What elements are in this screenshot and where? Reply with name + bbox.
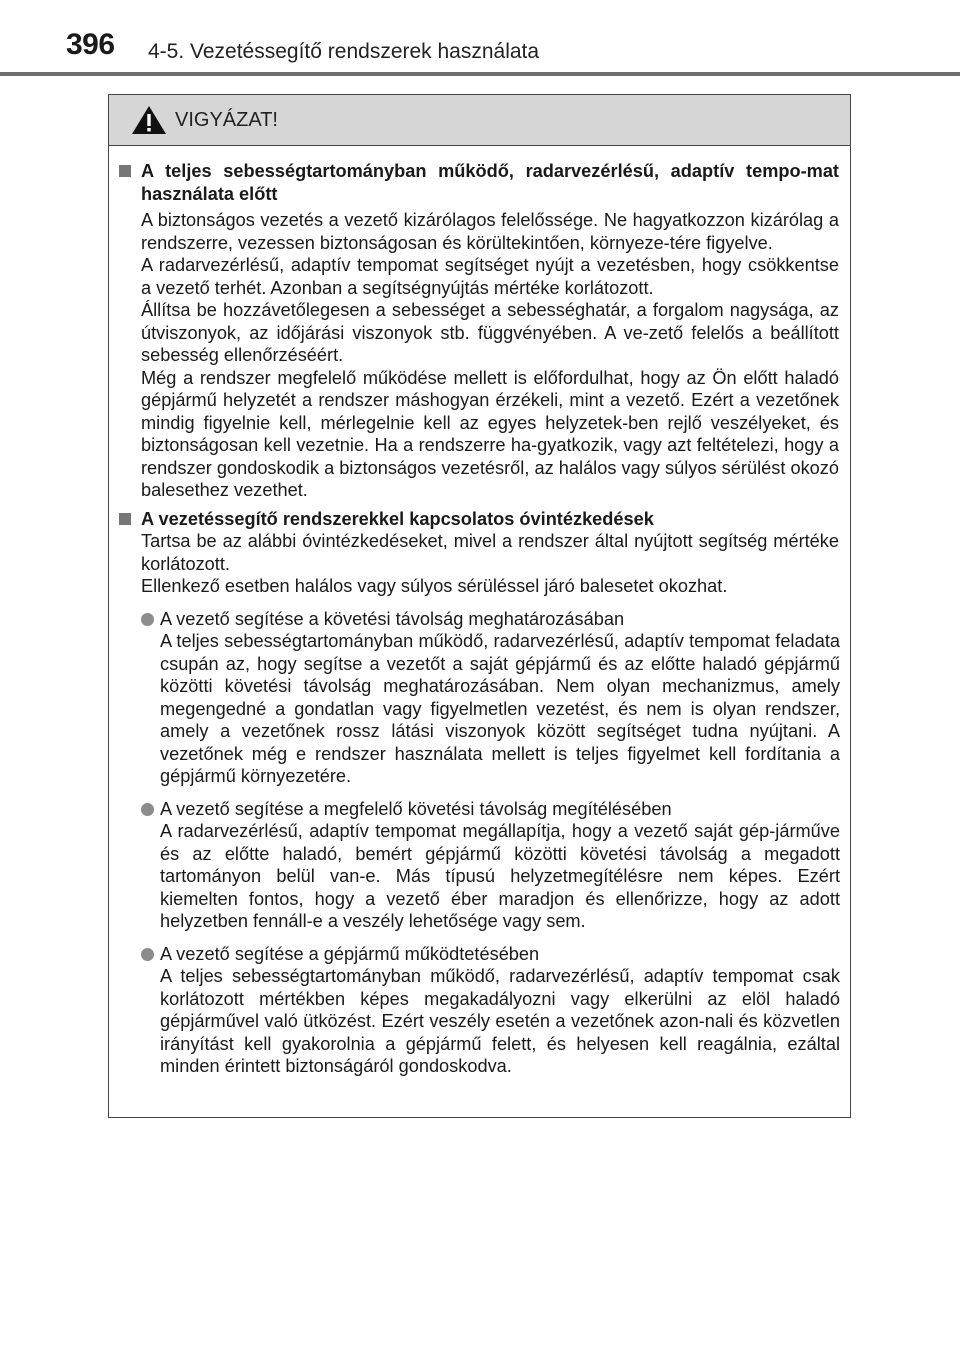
list-item-content <box>160 943 840 1078</box>
list-item-text: A teljes sebességtartományban működő, radarvezérlésű, adaptív tempomat csak korlátozott mértékben képes megakadályozni vagy elkerülni az elöl haladó gépjárművel való ütközést. Ezért veszély esetén a vezetőnek azon-nali és közvetlen irányítást kell gyakorolnia a gépjármű felett, és helyesen kell reagálnia, ezáltal minden érintett biztonságáról gondoskodva. <box>160 966 840 1076</box>
warning-title: VIGYÁZAT! <box>175 108 278 131</box>
paragraph: Tartsa be az alábbi óvintézkedéseket, mivel a rendszer által nyújtott segítség mértéke korlátozott. <box>141 531 839 574</box>
header-divider <box>0 72 960 76</box>
list-item-content <box>160 798 840 933</box>
circle-bullet-icon <box>141 948 154 961</box>
list-item-title: A vezető segítése a megfelelő követési távolság megítélésében <box>160 798 672 819</box>
circle-bullet-icon <box>141 803 154 816</box>
warning-section <box>119 508 840 1078</box>
list-item <box>141 608 840 788</box>
paragraph: Állítsa be hozzávetőlegesen a sebességet a sebességhatár, a forgalom nagysága, az útviszonyok, az időjárási viszonyok stb. függvényében. A ve-zető felelős a beállított sebesség ellenőrzéséért. <box>141 300 839 365</box>
list-item <box>141 943 840 1078</box>
list-item-title: A vezető segítése a követési távolság meghatározásában <box>160 608 625 629</box>
section-heading <box>119 160 840 205</box>
section-heading-text: A vezetéssegítő rendszerekkel kapcsolatos óvintézkedések <box>141 508 654 529</box>
page-header <box>0 0 960 80</box>
paragraph: Még a rendszer megfelelő működése mellett is előfordulhat, hogy az Ön előtt haladó gépjármű helyzetét a rendszer máshogyan érzékeli, mint a vezető. Ezért a vezetőnek mindig figyelnie kell, mérlegelnie kell az egyes helyzetek-ben rejlő veszélyeket, és biztonságosan kell vezetnie. Ha a rendszerre ha-gyatkozik, vagy azt feltételezi, hogy a rendszer gondoskodik a biztonságos vezetésről, az halálos vagy súlyos sérülést okozó balesethez vezethet. <box>141 367 839 500</box>
paragraph: Ellenkező esetben halálos vagy súlyos sérüléssel járó balesetet okozhat. <box>141 576 728 596</box>
page-number: 396 <box>66 28 115 61</box>
warning-header <box>109 95 850 146</box>
square-bullet-icon <box>119 165 131 177</box>
circle-bullet-icon <box>141 613 154 626</box>
warning-body <box>109 146 850 1078</box>
warning-section <box>119 160 840 502</box>
paragraph: A radarvezérlésű, adaptív tempomat segítséget nyújt a vezetésben, hogy csökkentse a vezető terhét. Azonban a segítségnyújtás mértéke korlátozott. <box>141 255 839 298</box>
list-item-text: A teljes sebességtartományban működő, radarvezérlésű, adaptív tempomat feladata csupán az, hogy segítse a vezetőt a saját gépjármű és az előtte haladó gépjármű közötti követési távolság meghatározásában. Nem olyan mechanizmus, amely megengedné a gondatlan vagy figyelmetlen vezetést, és nem is olyan rendszer, amely a vezetőnek rossz látási viszonyok között segítséget tudna nyújtani. A vezetőnek még e rendszer használata mellett is teljes figyelmet kell fordítania a gépjármű környezetére. <box>160 631 840 786</box>
section-heading-text: A teljes sebességtartományban működő, radarvezérlésű, adaptív tempo-mat használata előtt <box>141 161 839 204</box>
square-bullet-icon <box>119 513 131 525</box>
paragraph: A biztonságos vezetés a vezető kizárólagos felelőssége. Ne hagyatkozzon kizárólag a rendszerre, vezessen biztonságosan és körültekintően, környeze-tére figyelve. <box>141 210 839 253</box>
warning-box <box>108 94 851 1118</box>
section-title: 4-5. Vezetéssegítő rendszerek használata <box>148 40 540 63</box>
section-heading <box>119 508 840 531</box>
list-item <box>141 798 840 933</box>
warning-triangle-icon <box>131 105 167 135</box>
list-item-title: A vezető segítése a gépjármű működtetésében <box>160 943 540 964</box>
list-item-content <box>160 608 840 788</box>
list-item-text: A radarvezérlésű, adaptív tempomat megállapítja, hogy a vezető saját gép-járműve és az előtte haladó, bemért gépjármű közötti követési távolság a megadott tartományon belül van-e. Más típusú helyzetmegítélésre nem képes. Ezért kiemelten fontos, hogy a vezető éber maradjon és ellenőrizze, hogy az adott helyzetben fennáll-e a veszély lehetősége vagy sem. <box>160 821 840 931</box>
